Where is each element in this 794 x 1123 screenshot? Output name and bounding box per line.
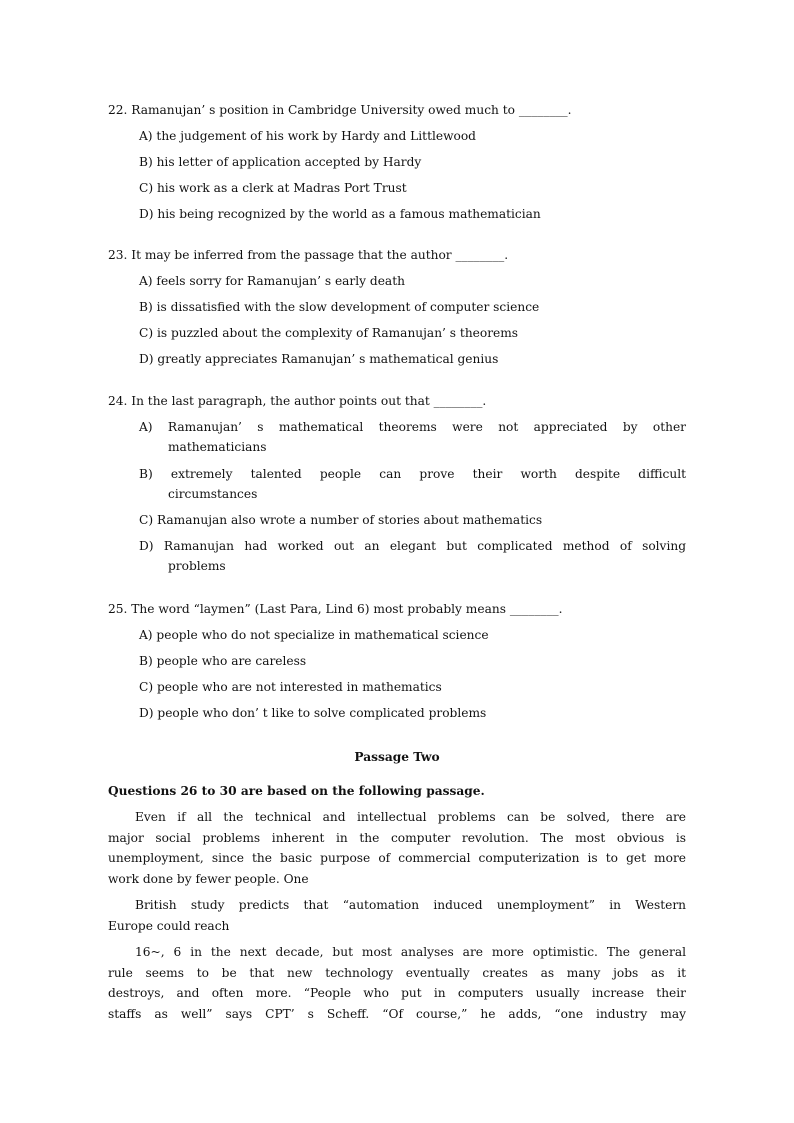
paragraph-2-line-2: Europe could reach [108, 918, 230, 933]
paragraph-1-line-2: major social problems inherent in the computer revolution. The most obvious is [108, 830, 686, 845]
paragraph-3-line-3: destroys, and often more. “People who put in computers usually increase their [108, 986, 686, 1001]
question-23-option-a: A) feels sorry for Ramanujan’ s early death [139, 274, 405, 288]
paragraph-3-line-2: rule seems to be that new technology eventually creates as many jobs as it [108, 965, 686, 980]
question-24-option-d-line1: D) Ramanujan had worked out an elegant but complicated method of solving [139, 539, 686, 553]
paragraph-1-line-4: work done by fewer people. One [108, 872, 309, 887]
question-25-option-c: C) people who are not interested in mathematics [139, 680, 442, 694]
question-25-option-a: A) people who do not specialize in mathematical science [139, 628, 489, 642]
passage-two-instruction: Questions 26 to 30 are based on the following passage. [108, 784, 485, 798]
passage-paragraph-1 [108, 807, 686, 890]
question-24-stem: 24. In the last paragraph, the author points out that ________. [108, 394, 487, 408]
passage-paragraph-2 [108, 895, 686, 936]
question-24-option-c: C) Ramanujan also wrote a number of stories about mathematics [139, 513, 543, 527]
question-24-option-d-line2: problems [168, 559, 226, 573]
paragraph-2-line-1: British study predicts that “automation induced unemployment” in Western [135, 898, 686, 912]
question-22-option-b: B) his letter of application accepted by Hardy [139, 155, 422, 169]
question-24-option-b [139, 464, 686, 504]
paragraph-3-line-4: staffs as well” says CPT’ s Scheff. “Of course,” he adds, “one industry may [108, 1007, 686, 1022]
question-23-option-c: C) is puzzled about the complexity of Ramanujan’ s theorems [139, 326, 519, 340]
question-25-option-b: B) people who are careless [139, 654, 307, 668]
passage-paragraph-3 [108, 942, 686, 1025]
passage-two-heading: Passage Two [354, 750, 440, 764]
question-23-stem: 23. It may be inferred from the passage that the author ________. [108, 248, 509, 262]
question-24-option-a [139, 417, 686, 457]
question-23-option-d: D) greatly appreciates Ramanujan’ s mathematical genius [139, 352, 499, 366]
question-24-option-b-line2: circumstances [168, 487, 258, 501]
question-24-option-d [139, 536, 686, 576]
question-22-stem: 22. Ramanujan’ s position in Cambridge University owed much to ________. [108, 103, 572, 117]
question-23-option-b: B) is dissatisfied with the slow development of computer science [139, 300, 540, 314]
question-24-option-b-line1: B) extremely talented people can prove their worth despite difficult [139, 467, 686, 481]
question-25-stem: 25. The word “laymen” (Last Para, Lind 6) most probably means ________. [108, 602, 563, 616]
question-22-option-c: C) his work as a clerk at Madras Port Trust [139, 181, 407, 195]
question-22-option-a: A) the judgement of his work by Hardy and Littlewood [139, 129, 476, 143]
question-25-option-d: D) people who don’ t like to solve complicated problems [139, 706, 487, 720]
paragraph-1-line-3: unemployment, since the basic purpose of commercial computerization is to get more [108, 851, 686, 866]
question-24-option-a-line2: mathematicians [168, 440, 267, 454]
question-24-option-a-line1: A) Ramanujan’ s mathematical theorems were not appreciated by other [139, 420, 686, 434]
question-22-option-d: D) his being recognized by the world as a famous mathematician [139, 207, 541, 221]
paragraph-1-line-1: Even if all the technical and intellectual problems can be solved, there are [135, 810, 686, 824]
paragraph-3-line-1: 16~, 6 in the next decade, but most analyses are more optimistic. The general [135, 945, 686, 959]
